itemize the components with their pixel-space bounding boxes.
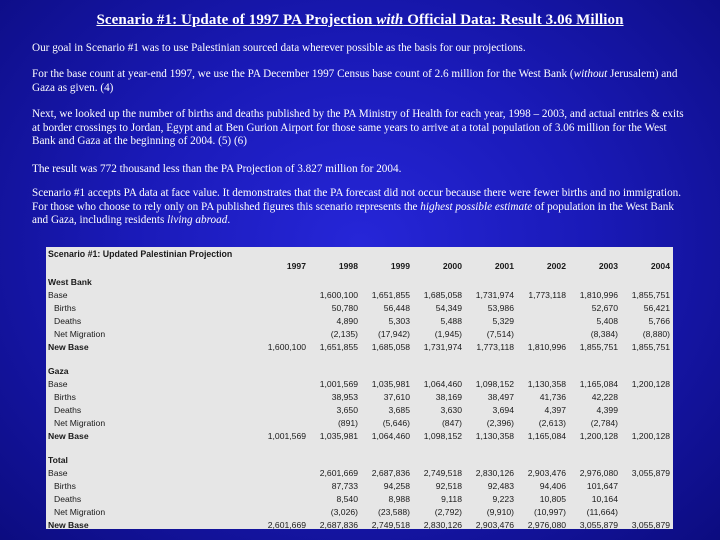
table-header-row [46,261,673,274]
table-cell: 1,773,118 [528,290,566,300]
table-cell: (2,784) [590,418,618,428]
row-label: Base [48,468,68,478]
table-row [46,303,673,316]
table-row [46,379,673,392]
table-cell: 1,600,100 [319,290,358,300]
row-label: Births [54,392,76,402]
table-cell: 3,055,879 [631,468,670,478]
table-cell: (3,026) [330,507,358,517]
table-cell: 1,200,128 [631,379,670,389]
table-cell: (7,514) [486,329,514,339]
table-cell: 8,540 [336,494,358,504]
section-label: Gaza [48,366,69,376]
table-cell: 1,810,996 [579,290,618,300]
table-cell: 3,630 [440,405,462,415]
table-cell: 1,035,981 [319,431,358,441]
table-cell: (17,942) [377,329,410,339]
table-cell: 1,855,751 [579,342,618,352]
table-cell: 2,830,126 [475,468,514,478]
table-cell: 1,685,058 [371,342,410,352]
row-label: New Base [48,431,89,441]
table-cell: (10,997) [533,507,566,517]
table-cell: 41,736 [539,392,566,402]
table-cell: 2,903,476 [527,468,566,478]
table-cell: 10,805 [539,494,566,504]
table-cell: 1,855,751 [631,290,670,300]
section-header-row [46,455,673,468]
table-cell: 1,651,855 [319,342,358,352]
table-cell: 3,650 [336,405,358,415]
row-label: Net Migration [54,329,106,339]
table-cell: 38,169 [435,392,462,402]
table-cell: 50,780 [331,303,358,313]
table-cell: (847) [441,418,462,428]
table-cell: 1,098,152 [475,379,514,389]
table-cell: 38,953 [331,392,358,402]
table-cell: 54,349 [435,303,462,313]
slide-title: Scenario #1: Update of 1997 PA Projection with Official Data: Result 3.06 Million [96,12,624,28]
row-label: Deaths [54,494,82,504]
table-cell: 101,647 [586,481,618,491]
table-cell: 1,651,855 [371,290,410,300]
row-label: Births [54,303,76,313]
row-label: Net Migration [54,507,106,517]
year-header: 2001 [494,261,514,271]
table-cell: 4,890 [336,316,358,326]
table-cell: (5,646) [382,418,410,428]
table-cell: 1,731,974 [423,342,462,352]
table-title: Scenario #1: Updated Palestinian Projection [48,249,233,259]
table-cell: 1,810,996 [527,342,566,352]
table-cell: 92,483 [487,481,514,491]
table-cell: 5,488 [440,316,462,326]
paragraph-goal: Our goal in Scenario #1 was to use Palestinian sourced data wherever possible as the basis for our projections. [32,42,526,54]
table-cell: (11,664) [586,507,618,517]
table-cell: 1,001,569 [319,379,358,389]
year-header: 2002 [546,261,566,271]
table-cell: (9,910) [486,507,514,517]
table-cell: (8,384) [590,329,618,339]
section-header-row [46,277,673,290]
table-cell: 9,118 [441,494,462,504]
table-cell: 1,731,974 [475,290,514,300]
table-cell: 1,685,058 [423,290,462,300]
section-label: West Bank [48,277,92,287]
table-cell: 87,733 [331,481,358,491]
section-label: Total [48,455,68,465]
table-cell: 2,976,080 [527,520,566,530]
table-cell: 2,601,669 [267,520,306,530]
table-cell: 5,329 [492,316,514,326]
table-cell: (8,880) [642,329,670,339]
table-cell: 1,130,358 [527,379,566,389]
table-row [46,494,673,507]
table-cell: 3,685 [388,405,410,415]
row-label: New Base [48,520,89,530]
table-cell: 1,773,118 [476,342,514,352]
table-cell: 1,600,100 [267,342,306,352]
table-row [46,405,673,418]
table-row [46,507,673,520]
row-label: Births [54,481,76,491]
table-cell: 3,055,879 [579,520,618,530]
table-cell: 1,200,128 [579,431,618,441]
table-cell: 5,303 [388,316,410,326]
table-cell: 42,228 [591,392,618,402]
table-row [46,520,673,533]
table-cell: 56,448 [383,303,410,313]
table-row [46,329,673,342]
table-cell: (2,396) [486,418,514,428]
table-cell: 2,749,518 [371,520,410,530]
table-cell: 56,421 [643,303,670,313]
row-label: Deaths [54,405,82,415]
table-cell: 94,406 [539,481,566,491]
table-cell: 37,610 [383,392,410,402]
paragraph-conclusion: Scenario #1 accepts PA data at face value. It demonstrates that the PA forecast did not occur because there were fewer births and no immigration. For those who choose to rely only on PA published figures this scenario represents the highest possible estimate of population in the West Bank and Gaza, including residents living abroad. [32,187,682,227]
table-row [46,392,673,405]
paragraph-base-count: For the base count at year-end 1997, we use the PA December 1997 Census base count of 2.6 million for the West Bank (without Jerusalem) and Gaza as given. (4) [32,68,678,94]
table-cell: 1,165,084 [527,431,566,441]
year-header: 2004 [650,261,670,271]
table-row [46,342,673,355]
section-header-row [46,366,673,379]
table-row [46,468,673,481]
table-cell: 9,223 [492,494,514,504]
row-label: Deaths [54,316,82,326]
table-cell: 1,855,751 [631,342,670,352]
table-cell: 1,130,358 [475,431,514,441]
table-cell: 38,497 [487,392,514,402]
table-cell: 3,694 [492,405,514,415]
table-cell: 92,518 [435,481,462,491]
paragraph-result: The result was 772 thousand less than the PA Projection of 3.827 million for 2004. [32,163,402,175]
table-cell: 2,976,080 [579,468,618,478]
year-header: 2003 [598,261,618,271]
table-row [46,418,673,431]
table-cell: (2,135) [330,329,358,339]
table-cell: 5,766 [648,316,670,326]
table-cell: (2,613) [538,418,566,428]
table-cell: (23,588) [377,507,410,517]
table-cell: 10,164 [591,494,618,504]
table-cell: 1,200,128 [631,431,670,441]
row-label: Base [48,290,68,300]
table-cell: 2,687,836 [319,520,358,530]
table-cell: 4,397 [544,405,566,415]
row-label: Net Migration [54,418,106,428]
year-header: 2000 [442,261,462,271]
table-row [46,290,673,303]
row-label: New Base [48,342,89,352]
table-cell: (891) [337,418,358,428]
table-cell: 1,064,460 [423,379,462,389]
table-cell: 3,055,879 [631,520,670,530]
table-cell: 1,001,569 [267,431,306,441]
table-cell: 5,408 [596,316,618,326]
table-cell: 53,986 [487,303,514,313]
table-cell: (2,792) [434,507,462,517]
table-cell: 4,399 [596,405,618,415]
year-header: 1998 [338,261,358,271]
row-label: Base [48,379,68,389]
table-cell: 2,749,518 [423,468,462,478]
table-cell: (1,945) [434,329,462,339]
table-cell: 2,903,476 [475,520,514,530]
table-cell: 2,601,669 [319,468,358,478]
table-cell: 94,258 [383,481,410,491]
table-cell: 2,687,836 [371,468,410,478]
year-header: 1999 [390,261,410,271]
table-cell: 1,035,981 [371,379,410,389]
table-cell: 52,670 [591,303,618,313]
table-row [46,431,673,444]
paragraph-method: Next, we looked up the number of births and deaths published by the PA Ministry of Health for each year, 1998 – 2003, and actual entries & exits at border crossings to Jordan, Egypt and at Ben Gurion Airport for those same years to arrive at a total population of 3.06 million for the West Bank and Gaza at the beginning of 2004. (5) (6) [32,108,684,148]
table-cell: 2,830,126 [423,520,462,530]
table-cell: 1,165,084 [579,379,618,389]
year-header: 1997 [286,261,306,271]
table-row [46,316,673,329]
table-row [46,481,673,494]
table-cell: 1,064,460 [371,431,410,441]
projection-table [46,247,673,529]
table-cell: 8,988 [388,494,410,504]
table-cell: 1,098,152 [423,431,462,441]
